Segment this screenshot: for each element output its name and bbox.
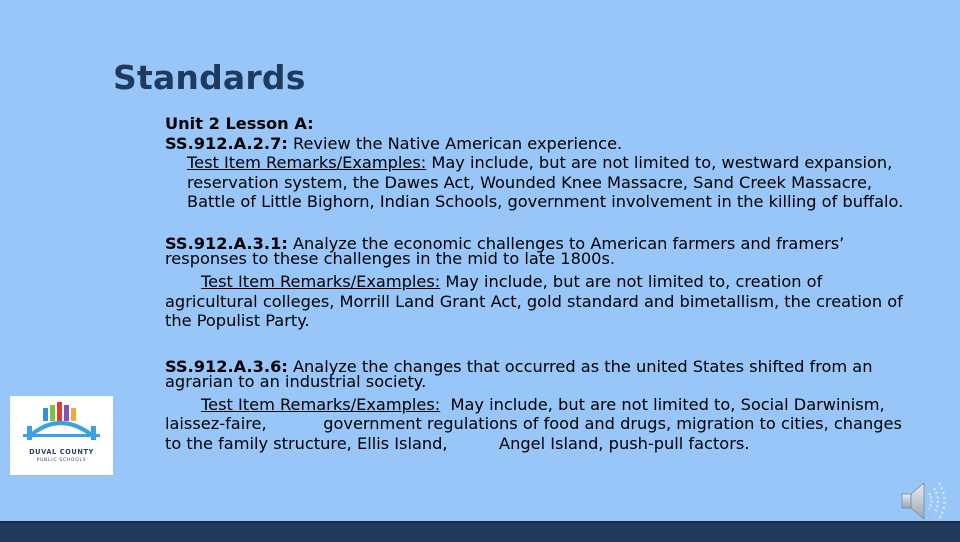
logo-line2: PUBLIC SCHOOLS [36,458,87,463]
standards-content [165,114,910,454]
standard-3-description: Analyze the changes that occurred as the united States shifted from an agrarian to an industrial society. [165,356,873,391]
bottom-bar [0,521,960,542]
standard-2-remarks-text: May include, but are not limited to, creation of agricultural colleges, Morrill Land Grant Act, gold standard and bimetallism, the creation of the Populist Party. [165,271,903,331]
speaker-icon[interactable] [898,478,950,524]
standard-1-remarks-text: May include, but are not limited to, westward expansion, reservation system, the Dawes Act, Wounded Knee Massacre, Sand Creek Massacre, Battle of Little Bighorn, Indian Schools, government involvement in the killing of buffalo. [187,153,904,212]
standard-1-remarks-label: Test Item Remarks/Examples: [187,153,427,173]
standard-2 [165,233,910,268]
duval-logo [10,396,113,475]
standard-3-remarks-label: Test Item Remarks/Examples: [201,394,441,414]
standard-1-code: SS.912.A.2.7: [165,133,288,153]
standard-1-description: Review the Native American experience. [287,133,623,153]
standard-3-remarks [165,395,910,454]
standard-3 [165,356,910,391]
slide-title: Standards [113,58,306,97]
standard-3-remarks-text: May include, but are not limited to, Social Darwinism, laissez-faire, government regulations of food and drugs, migration to cities, changes to the family structure, Ellis Island, Angel Island, push-pull factors. [165,394,908,453]
standard-3-code: SS.912.A.3.6: [165,356,288,376]
logo-line1: DUVAL COUNTY [29,448,94,456]
standard-2-remarks-label: Test Item Remarks/Examples: [201,271,441,291]
standard-1 [165,134,910,154]
standard-1-remarks [187,153,910,212]
lesson-label: Unit 2 Lesson A: [165,114,314,133]
standard-2-code: SS.912.A.3.1: [165,233,288,253]
standard-2-remarks [165,272,910,331]
duval-logo-icon [10,396,113,452]
standard-2-description: Analyze the economic challenges to American farmers and framers’ responses to these challenges in the mid to late 1800s. [165,233,845,268]
